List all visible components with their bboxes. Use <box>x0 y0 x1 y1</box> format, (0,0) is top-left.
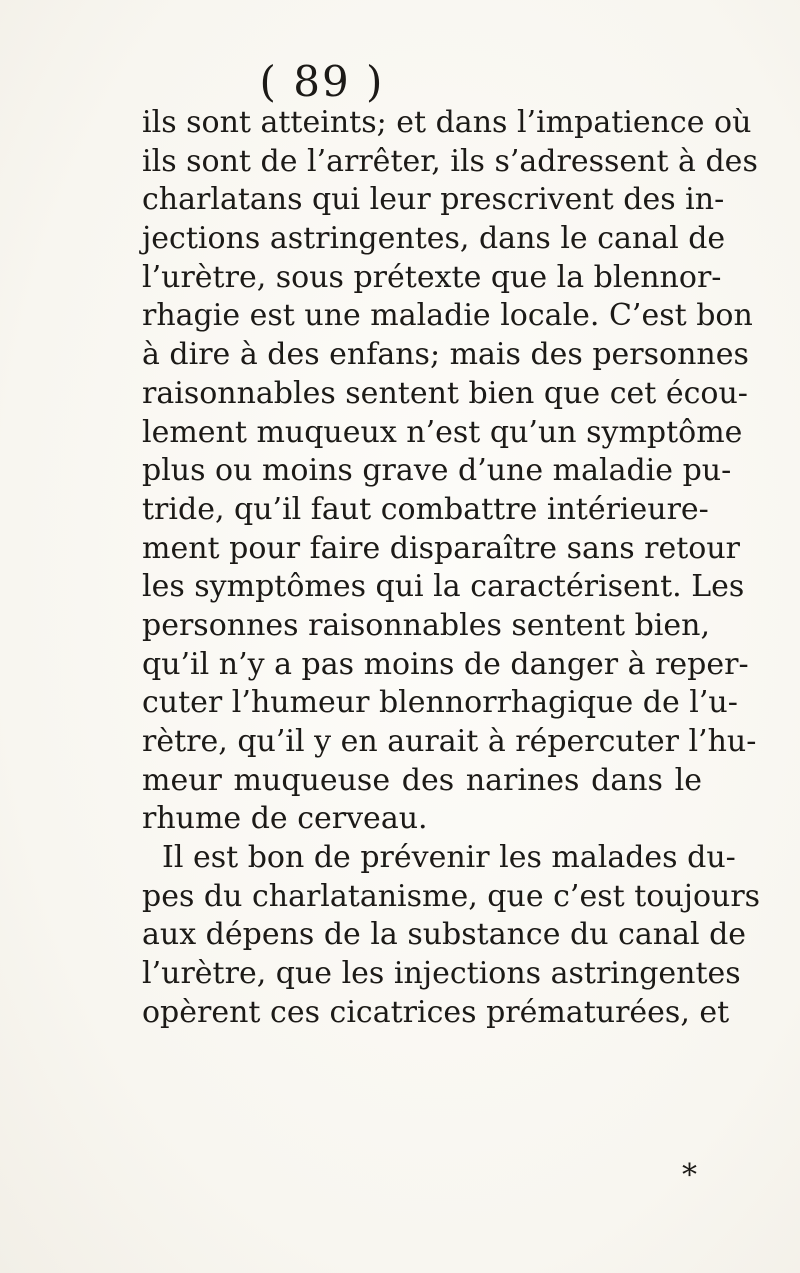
text-line: meur muqueuse des narines dans le <box>142 762 702 798</box>
text-line: rètre, qu’il y en aurait à répercuter l’hu- <box>142 724 757 759</box>
text-line: aux dépens de la substance du canal de <box>142 917 747 953</box>
text-line: cuter l’humeur blennorrhagique de l’u- <box>142 685 738 721</box>
text-line: charlatans qui leur prescrivent des in- <box>142 182 725 218</box>
text-line: jections astringentes, dans le canal de <box>142 221 726 257</box>
text-line: pes du charlatanisme, que c’est toujours <box>142 878 761 914</box>
text-line: opèrent ces cicatrices prématurées, et <box>142 994 730 1030</box>
text-line: raisonnables sentent bien que cet écou- <box>142 375 748 411</box>
text-line: lement muqueux n’est qu’un symptôme <box>142 414 743 450</box>
text-line: plus ou moins grave d’une maladie pu- <box>142 453 732 489</box>
text-line: qu’il n’y a pas moins de danger à reper- <box>142 646 749 682</box>
text-line: tride, qu’il faut combattre intérieure- <box>142 491 709 527</box>
text-line: à dire à des enfans; mais des personnes <box>142 337 749 373</box>
text-line: l’urètre, sous prétexte que la blennor- <box>142 259 722 295</box>
text-line: l’urètre, que les injections astringentes <box>142 956 741 992</box>
text-line: ment pour faire disparaître sans retour <box>142 530 740 566</box>
signature-mark: * <box>682 1158 697 1193</box>
text-line: rhagie est une maladie locale. C’est bon <box>142 298 753 334</box>
body-text <box>142 104 761 1033</box>
text-line: ils sont de l’arrêter, ils s’adressent à des <box>142 143 758 179</box>
paragraph-start-line: Il est bon de prévenir les malades du- <box>162 840 736 876</box>
paragraph-end-line: rhume de cerveau. <box>142 801 428 837</box>
text-line: personnes raisonnables sentent bien, <box>142 607 710 643</box>
page-number: ( 89 ) <box>259 57 385 106</box>
text-line: les symptômes qui la caractérisent. Les <box>142 569 745 605</box>
text-line: ils sont atteints; et dans l’impatience où <box>142 105 752 140</box>
